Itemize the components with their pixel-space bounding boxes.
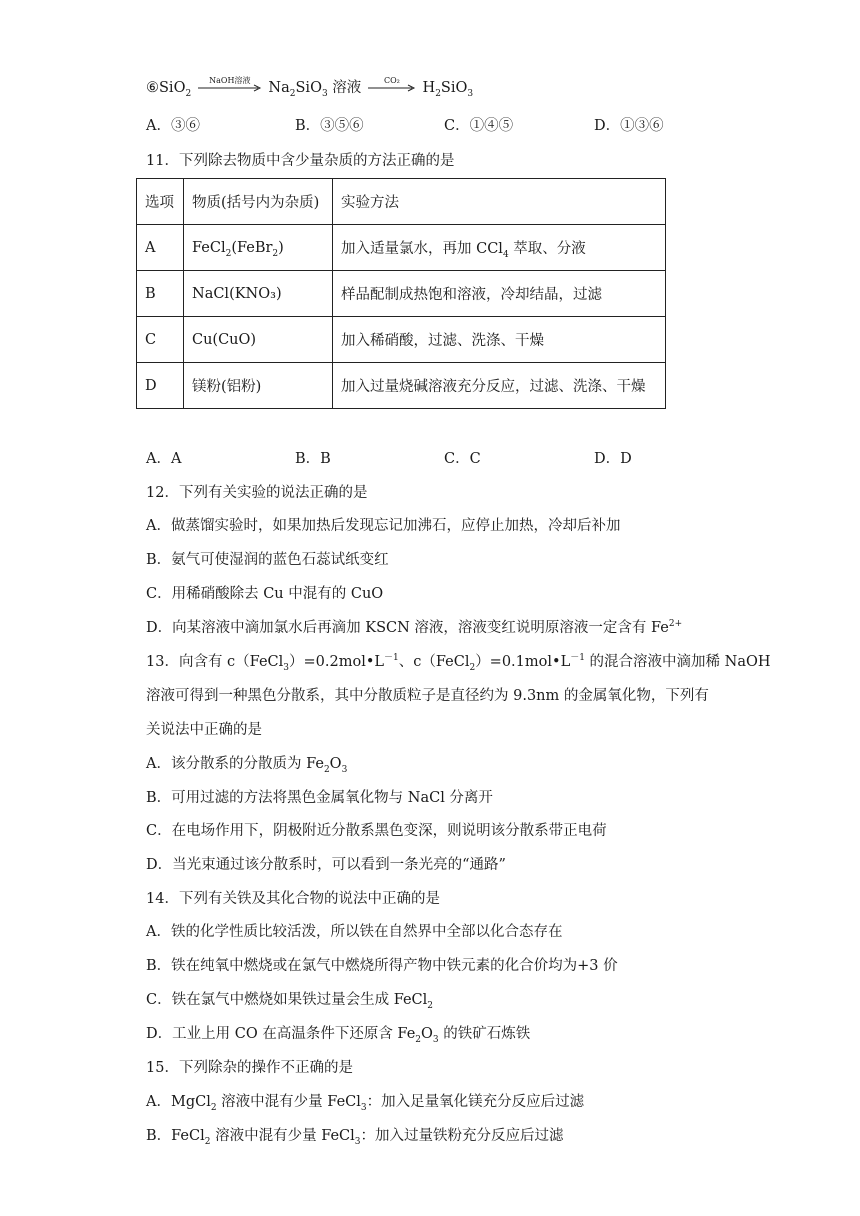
q15-option-a <box>146 1092 584 1112</box>
reaction-text: ⑥SiO <box>146 80 186 96</box>
superscript: －1 <box>384 653 399 664</box>
reaction-arrow-1 <box>198 76 262 92</box>
q13-option-b: B．可用过滤的方法将黑色金属氧化物与 NaCl 分离开 <box>146 790 493 806</box>
superscript: －1 <box>570 653 585 664</box>
subscript: 3 <box>432 1034 439 1045</box>
subscript: 3 <box>360 1102 367 1113</box>
reaction-text: 溶液 <box>327 80 362 96</box>
subscript: 2 <box>185 88 192 99</box>
subscript: 2 <box>204 1136 211 1147</box>
table-row <box>137 363 666 409</box>
q15-option-b <box>146 1126 564 1146</box>
cell-substance: Cu(CuO) <box>184 317 333 363</box>
subscript: 2 <box>415 1034 422 1045</box>
q11-table <box>136 178 666 409</box>
q13-option-a <box>146 754 347 774</box>
arrow-label: NaOH溶液 <box>209 76 251 85</box>
q13-option-d: D．当光束通过该分散系时，可以看到一条光亮的“通路” <box>146 857 506 873</box>
q12-option-a: A．做蒸馏实验时，如果加热后发现忘记加沸石，应停止加热，冷却后补加 <box>146 518 621 534</box>
subscript: 2 <box>427 1000 434 1011</box>
q15-stem: 15．下列除杂的操作不正确的是 <box>146 1060 353 1076</box>
q11-stem: 11．下列除去物质中含少量杂质的方法正确的是 <box>146 153 455 169</box>
subscript: 3 <box>321 88 328 99</box>
cell-substance: 镁粉(铝粉) <box>184 363 333 409</box>
q12-option-c: C．用稀硝酸除去 Cu 中混有的 CuO <box>146 586 384 602</box>
table-row <box>137 317 666 363</box>
option-a: A．A <box>146 451 182 467</box>
q14-stem: 14．下列有关铁及其化合物的说法中正确的是 <box>146 891 440 907</box>
reaction-line-6 <box>146 78 473 98</box>
subscript: 2 <box>272 248 279 259</box>
q14-option-a: A．铁的化学性质比较活泼，所以铁在自然界中全部以化合态存在 <box>146 924 563 940</box>
cell-text: (FeBr <box>231 239 273 256</box>
option-d: D．D <box>594 451 632 467</box>
option-text: A．MgCl <box>146 1094 211 1110</box>
stem-text: 13．向含有 c（FeCl <box>146 654 284 670</box>
table-header-row <box>137 179 666 225</box>
subscript: 2 <box>210 1102 217 1113</box>
q12-option-d <box>146 618 682 638</box>
cell-option: C <box>137 317 184 363</box>
subscript: 2 <box>289 88 296 99</box>
stem-text: ）=0.1mol•L <box>475 654 571 670</box>
cell-substance <box>184 225 333 271</box>
option-text: ：加入足量氧化镁充分反应后过滤 <box>366 1094 585 1110</box>
q13-option-c: C．在电场作用下，阴极附近分散系黑色变深，则说明该分散系带正电荷 <box>146 823 607 839</box>
option-text: B．FeCl <box>146 1128 205 1144</box>
q10-options <box>146 116 706 136</box>
cell-option: D <box>137 363 184 409</box>
subscript: 3 <box>341 764 348 775</box>
cell-text: 加入适量氯水，再加 CCl <box>341 241 503 257</box>
option-text: ：加入过量铁粉充分反应后过滤 <box>360 1128 564 1144</box>
table-row <box>137 271 666 317</box>
cell-method: 样品配制成热饱和溶液，冷却结晶，过滤 <box>333 271 666 317</box>
header-substance: 物质(括号内为杂质) <box>184 179 333 225</box>
option-c: C．C <box>444 451 481 467</box>
reaction-text: H <box>422 80 436 96</box>
option-text: D．向某溶液中滴加氯水后再滴加 KSCN 溶液，溶液变红说明原溶液一定含有 Fe <box>146 620 669 636</box>
option-c: C．①④⑤ <box>444 118 514 134</box>
reaction-text: SiO <box>295 80 322 96</box>
option-text: O <box>329 756 342 772</box>
option-text: 溶液中混有少量 FeCl <box>210 1128 355 1144</box>
stem-text: ）=0.2mol•L <box>289 654 385 670</box>
q11-options <box>146 449 706 469</box>
q14-option-c <box>146 990 433 1010</box>
option-text: D．工业上用 CO 在高温条件下还原含 Fe <box>146 1026 416 1042</box>
table-row <box>137 225 666 271</box>
q12-stem: 12．下列有关实验的说法正确的是 <box>146 485 368 501</box>
reaction-arrow-2 <box>368 76 416 92</box>
cell-substance: NaCl(KNO₃) <box>184 271 333 317</box>
subscript: 2 <box>323 764 330 775</box>
cell-text: ) <box>278 239 284 256</box>
cell-method: 加入稀硝酸，过滤、洗涤、干燥 <box>333 317 666 363</box>
option-b: B．B <box>295 451 331 467</box>
q12-option-b: B．氨气可使湿润的蓝色石蕊试纸变红 <box>146 552 389 568</box>
cell-text: FeCl <box>192 239 226 256</box>
subscript: 2 <box>225 248 232 259</box>
cell-text: 萃取、分液 <box>508 241 586 257</box>
option-a: A．③⑥ <box>146 118 200 134</box>
arrow-label: CO₂ <box>383 76 400 85</box>
option-d: D．①③⑥ <box>594 118 664 134</box>
reaction-text: SiO <box>440 80 468 96</box>
cell-method <box>333 225 666 271</box>
superscript: 2+ <box>668 619 683 630</box>
subscript: 4 <box>502 249 509 260</box>
subscript: 2 <box>469 662 476 673</box>
option-text: A．该分散系的分散质为 Fe <box>146 756 324 772</box>
q13-stem-line-1 <box>146 652 771 672</box>
cell-option: A <box>137 225 184 271</box>
option-text: O <box>421 1026 433 1042</box>
reaction-text: Na <box>268 80 290 96</box>
q14-option-b: B．铁在纯氧中燃烧或在氯气中燃烧所得产物中铁元素的化合价均为+3 价 <box>146 958 618 974</box>
subscript: 3 <box>467 88 474 99</box>
option-text: 溶液中混有少量 FeCl <box>216 1094 361 1110</box>
q13-stem-line-3: 关说法中正确的是 <box>146 722 262 738</box>
subscript: 2 <box>435 88 441 99</box>
option-b: B．③⑤⑥ <box>295 118 364 134</box>
option-text: 的铁矿石炼铁 <box>438 1026 531 1042</box>
cell-option: B <box>137 271 184 317</box>
header-method: 实验方法 <box>333 179 666 225</box>
stem-text: 、c（FeCl <box>398 654 470 670</box>
subscript: 3 <box>354 1136 361 1147</box>
q14-option-d <box>146 1024 530 1044</box>
option-text: C．铁在氯气中燃烧如果铁过量会生成 FeCl <box>146 992 428 1008</box>
q13-stem-line-2: 溶液可得到一种黑色分散系，其中分散质粒子是直径约为 9.3nm 的金属氧化物，下列有 <box>146 688 709 704</box>
subscript: 3 <box>283 662 289 673</box>
stem-text: 的混合溶液中滴加稀 NaOH <box>584 654 771 670</box>
header-option: 选项 <box>137 179 184 225</box>
cell-method: 加入过量烧碱溶液充分反应，过滤、洗涤、干燥 <box>333 363 666 409</box>
